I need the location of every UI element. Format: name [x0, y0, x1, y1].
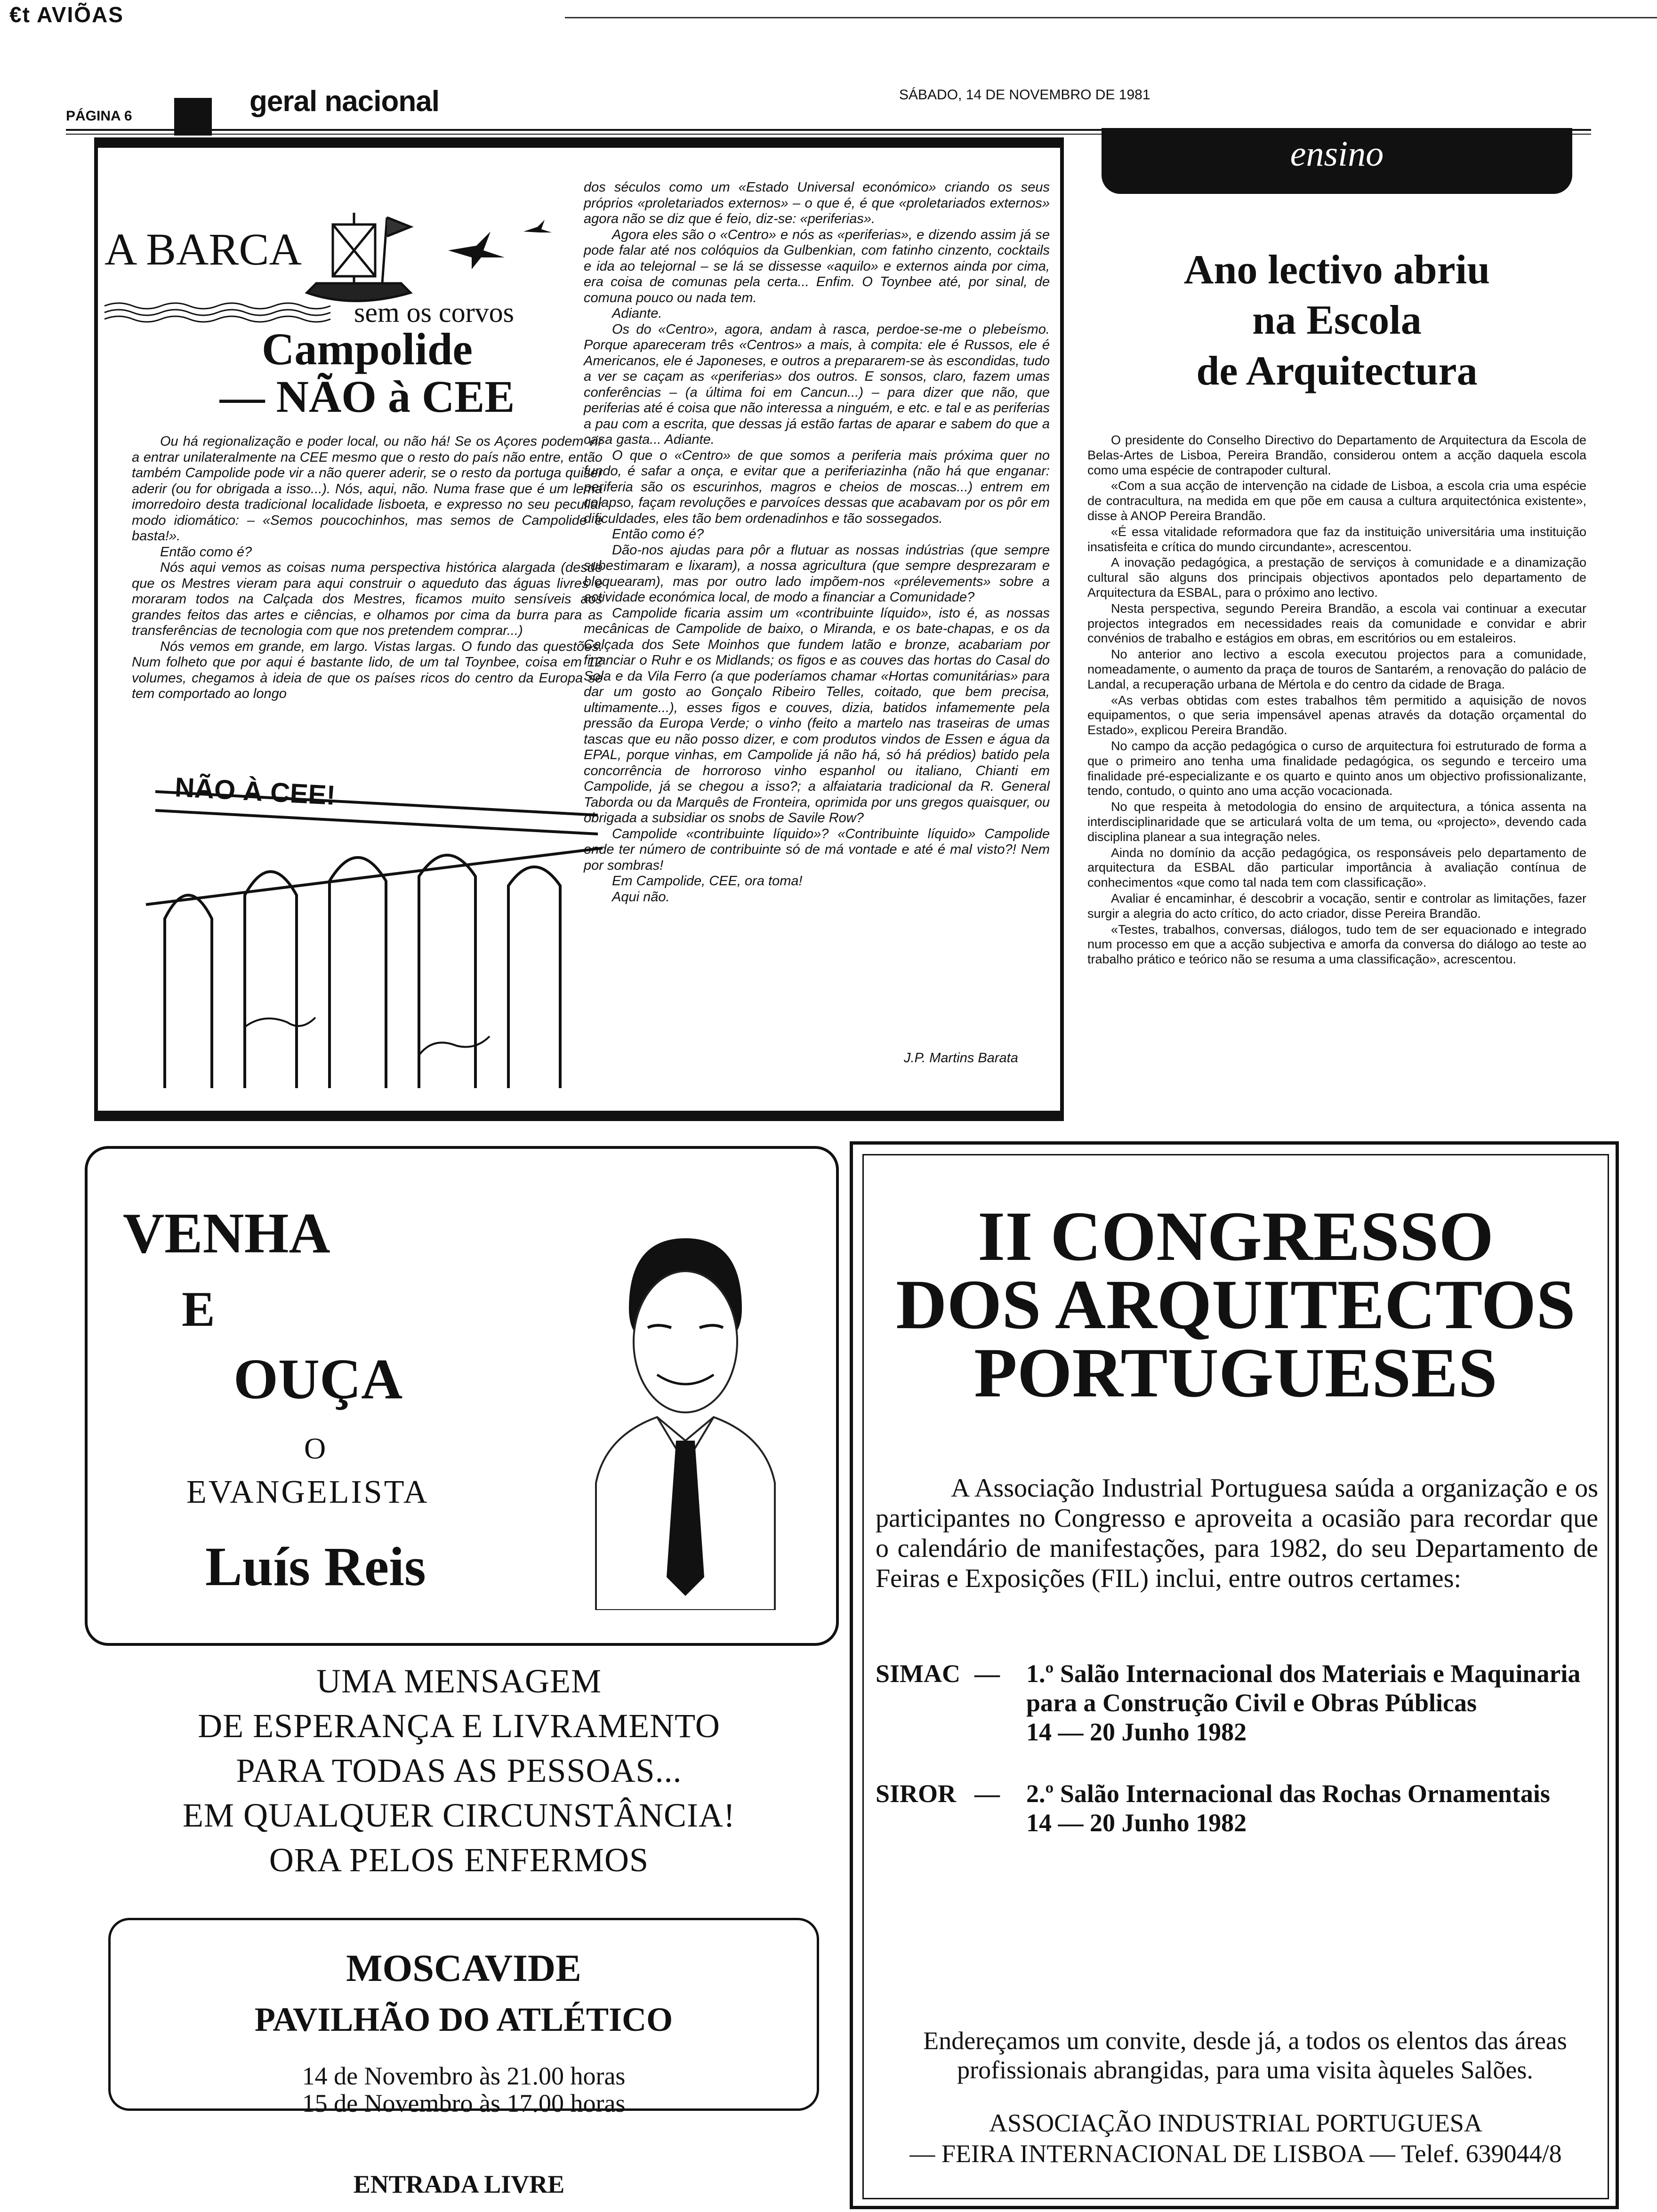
ensino-headline	[1097, 245, 1577, 396]
fair-dates: 14 — 20 Junho 1982	[1026, 1809, 1247, 1837]
article-barca	[94, 137, 1064, 1123]
ad-word-evangelista: EVANGELISTA	[186, 1474, 429, 1510]
congresso-organizer: ASSOCIAÇÃO INDUSTRIAL PORTUGUESA	[989, 2109, 1482, 2137]
fair-description-text: 1.º Salão Internacional dos Materiais e Maquinaria para a Construção Civil e Obras Públicas	[1026, 1659, 1581, 1717]
congresso-invite: Endereçamos um convite, desde já, a todos os elentos das áreas profissionais abrangidas, para uma visita àqueles Salões.	[923, 2027, 1567, 2084]
article-paragraph: O que o «Centro» de que somos a periferia mais próxima quer no fundo, é safar a onça, e evitar que a periferiazinha (não há que enganar: periferia são os escurinhos, magros e cheios de moscas...) entrem em colapso, façam revoluções e parvoíces dessas que acabavam por os pôr em dificuldades, eles tão bem ordenadinhos e tão sossegados.	[584, 448, 1050, 526]
top-strip	[0, 0, 1657, 28]
message-line: UMA MENSAGEM	[316, 1662, 602, 1700]
ensino-body	[1087, 433, 1586, 968]
article-paragraph: dos séculos como um «Estado Universal económico» criando os seus próprios «proletariados externos» – o que é, é que «proletariados externos» agora não se diz que é feio, diz-se: «periferias».	[584, 180, 1050, 226]
congresso-inner-frame	[862, 1154, 1609, 2199]
ensino-paragraph: Nesta perspectiva, segundo Pereira Brandão, a escola vai continuar a executar projectos integrados em necessidades reais da comunidade e convidar e abrir convénios de trabalho e estágios em obras, em escritórios ou em estaleiros.	[1087, 601, 1586, 646]
ensino-label: ensino	[1290, 134, 1384, 174]
ad-word-ouca: OUÇA	[233, 1347, 403, 1411]
ensino-paragraph: «É essa vitalidade reformadora que faz da instituição universitária uma instituição insatisfeita e crítica do mundo circundante», acrescentou.	[1087, 524, 1586, 554]
ad-word-e: E	[182, 1282, 215, 1337]
aqueduct-arches-icon	[146, 848, 603, 1088]
evangelist-message	[85, 1659, 833, 1883]
ensino-paragraph: No que respeita à metodologia do ensino de arquitectura, a tónica assenta na interdisciplinaridade que se articulará volta de um tema, ou «projecto», devendo cada disciplina planear a sua integração neles.	[1087, 800, 1586, 844]
article-paragraph: Em Campolide, CEE, ora toma!	[612, 874, 803, 889]
evangelist-portrait	[587, 1219, 784, 1610]
ensino-paragraph: No anterior ano lectivo a escola executou projectos para a comunidade, nomeadamente, o aumento da praça de touros de Santarém, a renovação do palácio de Landal, a recuperação urbana de Mértola e do centro da cidade de Braga.	[1087, 647, 1586, 691]
evangelist-name: Luís Reis	[205, 1536, 426, 1597]
event-location-box	[108, 1918, 819, 2117]
article-title	[202, 326, 532, 421]
congresso-organizer-contact: — FEIRA INTERNACIONAL DE LISBOA — Telef. 639044/8	[909, 2140, 1562, 2168]
congresso-intro: A Associação Industrial Portuguesa saúda a organização e os participantes no Congresso e aproveita a ocasião para recordar que o calendário de manifestações, para 1982, do seu Departamento de Feiras e Exposições (FIL) inclui, entre outros certames:	[876, 1474, 1598, 1593]
message-line: PARA TODAS AS PESSOAS...	[236, 1752, 682, 1789]
article-paragraph: Nós aqui vemos as coisas numa perspectiva histórica alargada (desde que os Mestres vieram para aqui construir o aqueduto das águas livres e moraram todos na Calçada dos Mestres, ficamos muito sensíveis aos grandes feitos das artes e ciências, e olhamos por cima da burra para as transferências de tecnologia com que nos pretendem comprar...)	[132, 560, 603, 638]
article-paragraph: Aqui não.	[612, 889, 670, 905]
article-paragraph: Nós vemos em grande, em largo. Vistas largas. O fundo das questões. Num folheto que por aqui é bastante lido, de um tal Toynbee, coisa em 12 volumes, chegamos à ideia de que os países ricos do centro da Europa se tem comportado ao longo	[132, 639, 603, 701]
ensino-headline-line1: Ano lectivo abriu	[1183, 247, 1490, 293]
congresso-title-line1: II CONGRESSO	[977, 1197, 1494, 1275]
fair-dates: 14 — 20 Junho 1982	[1026, 1718, 1247, 1746]
ensino-paragraph: «Com a sua acção de intervenção na cidade de Lisboa, a escola cria uma espécie de contracultura, na medida em que põe em causa a cultura arquitectónica existente», disse à ANOP Pereira Brandão.	[1087, 479, 1586, 523]
event-town: MOSCAVIDE	[346, 1947, 581, 1989]
congresso-title	[864, 1197, 1608, 1412]
fair-description-text: 2.º Salão Internacional das Rochas Ornamentais	[1026, 1779, 1550, 1808]
page-number-label: PÁGINA 6	[66, 108, 132, 124]
message-line: DE ESPERANÇA E LIVRAMENTO	[198, 1707, 720, 1745]
fair-dash: —	[974, 1779, 1000, 1808]
ad-word-venha: VENHA	[123, 1202, 330, 1265]
ship-icon	[307, 213, 410, 301]
evangelist-ad	[85, 1146, 839, 1646]
ensino-headline-line3: de Arquitectura	[1196, 348, 1478, 394]
article-column-2	[584, 180, 1050, 905]
event-date-2: 15 de Novembro às 17.00 horas	[302, 2089, 626, 2117]
ensino-paragraph: A inovação pedagógica, a prestação de serviços à comunidade e a dinamização cultural são alguns dos principais objectivos apontados pelo departamento de Arquitectura da ESBAL, para o próximo ano lectivo.	[1087, 555, 1586, 600]
ensino-paragraph: No campo da acção pedagógica o curso de arquitectura foi estruturado de forma a que o primeiro ano tenha uma finalidade pedagógica, os segundo e terceiro uma finalidade pré-especializante e os quarto e quinto anos um objectivo profissionalizante, tendo, contudo, o quinto ano uma acção vocacionada.	[1087, 738, 1586, 798]
fair-code: SIROR	[876, 1779, 957, 1808]
ensino-paragraph: «As verbas obtidas com estes trabalhos têm permitido a aquisição de novos equipamentos, o que seria impensável apenas através da dotação orçamental do Estado», explicou Pereira Brandão.	[1087, 693, 1586, 737]
congresso-ad	[850, 1141, 1619, 2209]
fair-description	[1026, 1779, 1586, 1837]
congresso-title-line3: PORTUGUESES	[974, 1334, 1497, 1412]
article-title-line1: Campolide	[261, 324, 473, 374]
event-date-1: 14 de Novembro às 21.00 horas	[302, 2062, 626, 2090]
article-top-bar	[94, 137, 1064, 148]
strip-text: €t AVIÕAS	[9, 2, 124, 27]
article-paragraph: Campolide «contribuinte líquido»? «Contribuinte líquido» Campolide onde ter número de contribuinte só de má vontade e até é mal visto?! Nem por sombras!	[584, 826, 1050, 873]
ad-word-o: O	[304, 1432, 326, 1465]
article-paragraph: Dão-nos ajudas para pôr a flutuar as nossas indústrias (que sempre subestimaram e lixaram), a nossa agricultura (que sempre desprezaram e bloquearam), mas por outro lado impõem-nos «prélevements» sobre a actividade económica local, de modo a financiar a Comunidade?	[584, 542, 1050, 605]
waves-icon	[105, 303, 330, 322]
fair-description	[1026, 1659, 1586, 1747]
logo-title: A BARCA	[105, 224, 302, 274]
article-column-1	[132, 434, 603, 702]
article-paragraph: Ou há regionalização e poder local, ou não há! Se os Açores podem vir a entrar unilateralmente na CEE mesmo que o resto do país não entre, então também Campolide pode vir a não querer aderir, se o resto da portuga quiser aderir (ou for obrigada a isso...). Nós, aqui, não. Numa frase que é um lema imorredoiro desta tradicional localidade lisboeta, e expresso no seu peculiar modo idiomático: – «Semos poucochinhos, mas semos de Campolide e basta!».	[132, 434, 603, 544]
article-signature: J.P. Martins Barata	[904, 1050, 1018, 1066]
article-paragraph: Então como é?	[160, 544, 252, 560]
ensino-banner	[1102, 128, 1572, 194]
entry-notice: ENTRADA LIVRE	[353, 2170, 565, 2198]
aqueduct-cartoon	[137, 763, 612, 1093]
article-title-line2: — NÃO à CEE	[219, 371, 515, 422]
fair-dash: —	[974, 1659, 1000, 1688]
article-paragraph: Campolide ficaria assim um «contribuinte líquido», isto é, as nossas mecânicas de Campolide de baixo, o Miranda, e os bate-chapas, e os da Calçada dos Sete Moinhos que fundem latão e bronze, acabariam por financiar o Ruhr e os Midlands; os figos e as couves das hortas do Casal do Sola e da Vila Ferro (a que poderíamos chamar «Hortas comunitárias» para dar um gosto ao Gonçalo Ribeiro Telles, coitado, que bem precisa, ultimamente...), esses figos e couves, dizia, batidos infamemente pela pressão da Europa Verde; o vinho (feito a martelo nas traseiras de umas tascas que eu não posso dizer, e com produtos vindos de Essen e água da EPAL, porque vinhas, em Campolide já não há, só há prédios) batido pela concorrência de horroroso vinho espanhol ou italiano, Chianti em Campolide, já se chegou a isso?; a alfaiataria tradicional da R. General Taborda ou da Marquês de Fronteira, oprimida por uns gregos quaisquer, ou obrigada a subsidiar os snobs de Savile Row?	[584, 605, 1050, 825]
article-paragraph: Agora eles são o «Centro» e nós as «periferias», e dizendo assim já se pode falar até nos colóquios da Gulbenkian, com fatinho cinzento, cocktails e ida ao telejornal – se lá se dissesse «aquilo» e externos ainda por cima, era coisa de comunas pela certa... Enfim. O Toynbee até, por sinal, de comuna pouco ou nada tem.	[584, 227, 1050, 305]
strip-rule	[565, 17, 1657, 18]
page-header	[66, 80, 1591, 132]
cartoon-caption: NÃO À CEE!	[174, 772, 337, 811]
article-paragraph: Os do «Centro», agora, andam à rasca, perdoe-se-me o plebeísmo. Porque apareceram três «Centros» a mais, à compita: ele é Russos, ele é Americanos, ele é Japoneses, e outros a prepararem-se às escondidas, tudo a ver se caçam as «periferias» dos outros. E sonsos, claro, fazem umas conferências – (a última foi em Cancun...) – para dizer que não, que periferias até é coisa que não interessa a ninguém, e etc. e tal e as periferias a pau com a escrita, que dessas já estão fartas de aparar e sabem do que a casa gasta... Adiante.	[584, 321, 1050, 447]
logo-subtitle: sem os corvos	[354, 297, 514, 328]
message-line: EM QUALQUER CIRCUNSTÂNCIA!	[183, 1796, 735, 1834]
congresso-title-line2: DOS ARQUITECTOS	[896, 1266, 1576, 1344]
issue-date: SÁBADO, 14 DE NOVEMBRO DE 1981	[899, 87, 1150, 103]
barca-logo	[100, 199, 618, 340]
ensino-paragraph: O presidente do Conselho Directivo do Departamento de Arquitectura da Escola de Belas-Artes de Lisboa, Pereira Brandão, considerou ontem a acção daquela escola como uma espécie de contrapoder cultural.	[1087, 433, 1586, 477]
portrait-icon	[596, 1238, 775, 1610]
section-name: geral nacional	[249, 85, 439, 118]
ensino-paragraph: Avaliar é encaminhar, é descobrir a vocação, sentir e controlar as limitações, fazer surgir a alegria do acto crítico, do acto criador, disse Pereira Brandão.	[1087, 891, 1586, 921]
event-venue: PAVILHÃO DO ATLÉTICO	[254, 2001, 673, 2038]
message-line: ORA PELOS ENFERMOS	[269, 1841, 649, 1879]
article-bottom-bar	[94, 1111, 1064, 1121]
article-paragraph: Então como é?	[612, 527, 704, 542]
ensino-paragraph: «Testes, trabalhos, conversas, diálogos, tudo tem de ser equacionado e integrado num processo em que a acção subjectiva e amorfa da conversa do diálogo ao teste ao trabalho prático e teórico não se resuma a uma classificação», acrescentou.	[1087, 922, 1586, 967]
fair-code: SIMAC	[876, 1659, 961, 1688]
article-left-border	[94, 137, 98, 1121]
ensino-paragraph: Ainda no domínio da acção pedagógica, os responsáveis pelo departamento de arquitectura da ESBAL dão particular importância à avaliação contínua de conhecimentos «que como tal nada tem com classificação».	[1087, 845, 1586, 890]
ensino-headline-line2: na Escola	[1252, 297, 1422, 344]
article-paragraph: Adiante.	[612, 306, 662, 321]
article-right-border	[1060, 137, 1064, 1121]
crow-icon	[448, 220, 552, 269]
